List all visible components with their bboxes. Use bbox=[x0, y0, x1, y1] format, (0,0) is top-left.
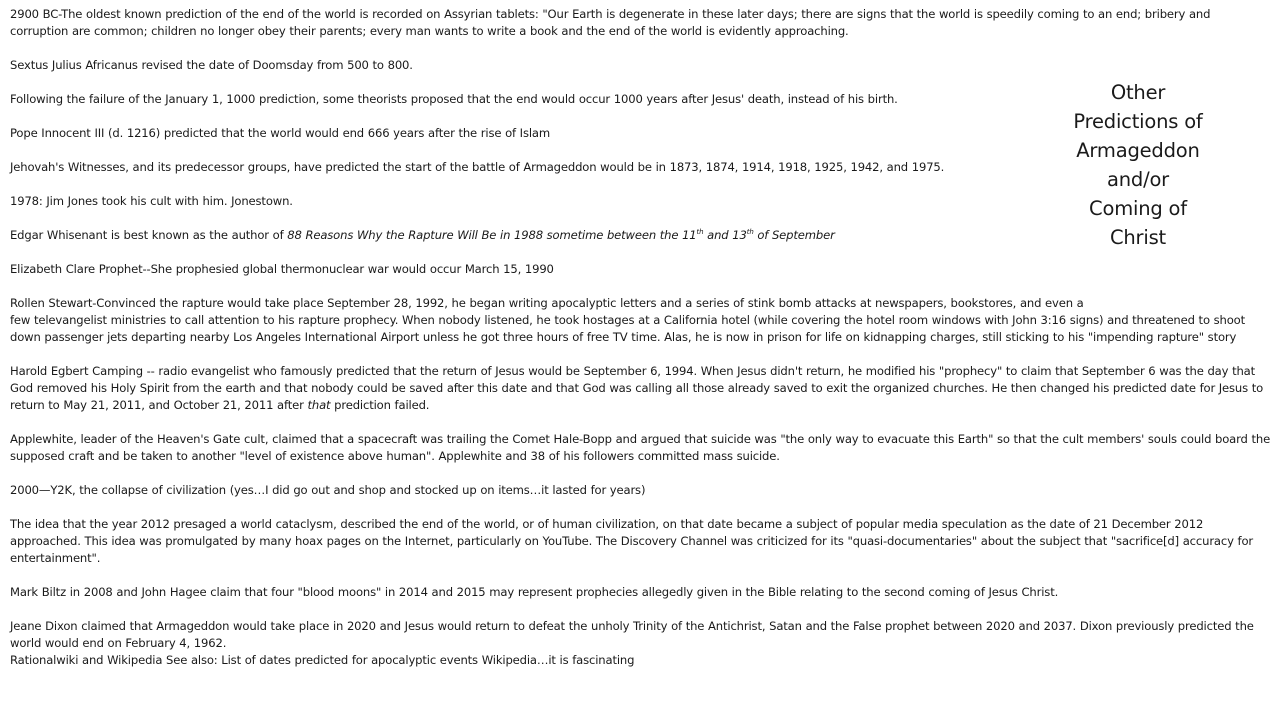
entry-jehovah: Jehovah's Witnesses, and its predecessor groups, have predicted the start of the battle of Armageddon would be in 1873, 1874, 1914, 1918, 1925, 1942, and 1975. bbox=[10, 160, 945, 174]
entry-dixon: Jeane Dixon claimed that Armageddon would take place in 2020 and Jesus would return to defeat the unholy Trinity of the Antichrist, Satan and the False prophet between 2020 and 2037. Dixon previously predicted the world would end on February 4, 1962. bbox=[10, 619, 1254, 650]
entry-assyrian: 2900 BC-The oldest known prediction of the end of the world is recorded on Assyrian tablets: "Our Earth is degenerate in these later days; there are signs that the world is speedily coming to an end; bribery and corruption are common; children no longer obey their parents; every man wants to write a book and the end of the world is evidently approaching. bbox=[10, 7, 1211, 38]
title-line: Armageddon bbox=[1076, 139, 1200, 162]
entry-prophet: Elizabeth Clare Prophet--She prophesied global thermonuclear war would occur March 15, 1990 bbox=[10, 262, 554, 276]
entry-year-1000: Following the failure of the January 1, 1000 prediction, some theorists proposed that the end would occur 1000 years after Jesus' death, instead of his birth. bbox=[10, 92, 898, 106]
title-line: Predictions of bbox=[1073, 110, 1203, 133]
entry-2012: The idea that the year 2012 presaged a world cataclysm, described the end of the world, or of human civilization, on that date became a subject of popular media speculation as the date of 21 December 2012 approached. This idea was promulgated by many hoax pages on the Internet, particularly on YouTube. The Discovery Channel was criticized for its "quasi-documentaries" about the subject that "sacrifice[d] accuracy for entertainment". bbox=[10, 517, 1254, 565]
title-line: Other bbox=[1110, 81, 1166, 104]
entry-biltz: Mark Biltz in 2008 and John Hagee claim that four "blood moons" in 2014 and 2015 may represent prophecies allegedly given in the Bible relating to the second coming of Jesus Christ. bbox=[10, 585, 1059, 599]
entry-stewart-rest: few televangelist ministries to call attention to his rapture prophecy. When nobody listened, he took hostages at a California hotel (while covering the hotel room windows with John 3:16 signs) and threatened to shoot down passenger jets departing nearby Los Angeles International Airport unless he got three hours of free TV time. Alas, he is now in prison for life on kidnapping charges, still sticking to his "impending rapture" story bbox=[10, 313, 1246, 344]
entry-y2k: 2000—Y2K, the collapse of civilization (yes…I did go out and shop and stocked up on items…it lasted for years) bbox=[10, 483, 646, 497]
entry-jones: 1978: Jim Jones took his cult with him. Jonestown. bbox=[10, 194, 293, 208]
entry-innocent: Pope Innocent III (d. 1216) predicted that the world would end 666 years after the rise of Islam bbox=[10, 126, 551, 140]
sources-line: Rationalwiki and Wikipedia See also: List of dates predicted for apocalyptic events Wikipedia…it is fascinating bbox=[10, 653, 635, 667]
title-line: and/or bbox=[1106, 168, 1169, 191]
whisenant-book-title: 88 Reasons Why the Rapture Will Be in 1988 sometime between the 11th and 13th of September bbox=[287, 228, 835, 242]
title-line: Coming of bbox=[1089, 197, 1187, 220]
title-line: Christ bbox=[1109, 226, 1166, 249]
entry-africanus: Sextus Julius Africanus revised the date of Doomsday from 500 to 800. bbox=[10, 58, 413, 72]
entry-camping: Harold Egbert Camping -- radio evangelist who famously predicted that the return of Jesus would be September 6, 1994. When Jesus didn't return, he modified his "prophecy" to claim that September 6 was the day that God removed his Holy Spirit from the earth and that nobody could be saved after this date and that God was calling all those already saved to exit the organized churches. He then changed his predicted date for Jesus to return to May 21, 2011, and October 21, 2011 after that prediction failed. bbox=[10, 364, 1264, 412]
entry-applewhite: Applewhite, leader of the Heaven's Gate cult, claimed that a spacecraft was trailing the Comet Hale-Bopp and argued that suicide was "the only way to evacuate this Earth" so that the cult members' souls could board the supposed craft and be taken to another "level of existence above human". Applewhite and 38 of his followers committed mass suicide. bbox=[10, 432, 1271, 463]
entry-stewart-line1: Rollen Stewart-Convinced the rapture would take place September 28, 1992, he began writing apocalyptic letters and a series of stink bomb attacks at newspapers, bookstores, and even a bbox=[10, 296, 1084, 310]
whisenant-text: Edgar Whisenant is best known as the author of bbox=[10, 228, 288, 242]
slide-title bbox=[1062, 78, 1214, 252]
